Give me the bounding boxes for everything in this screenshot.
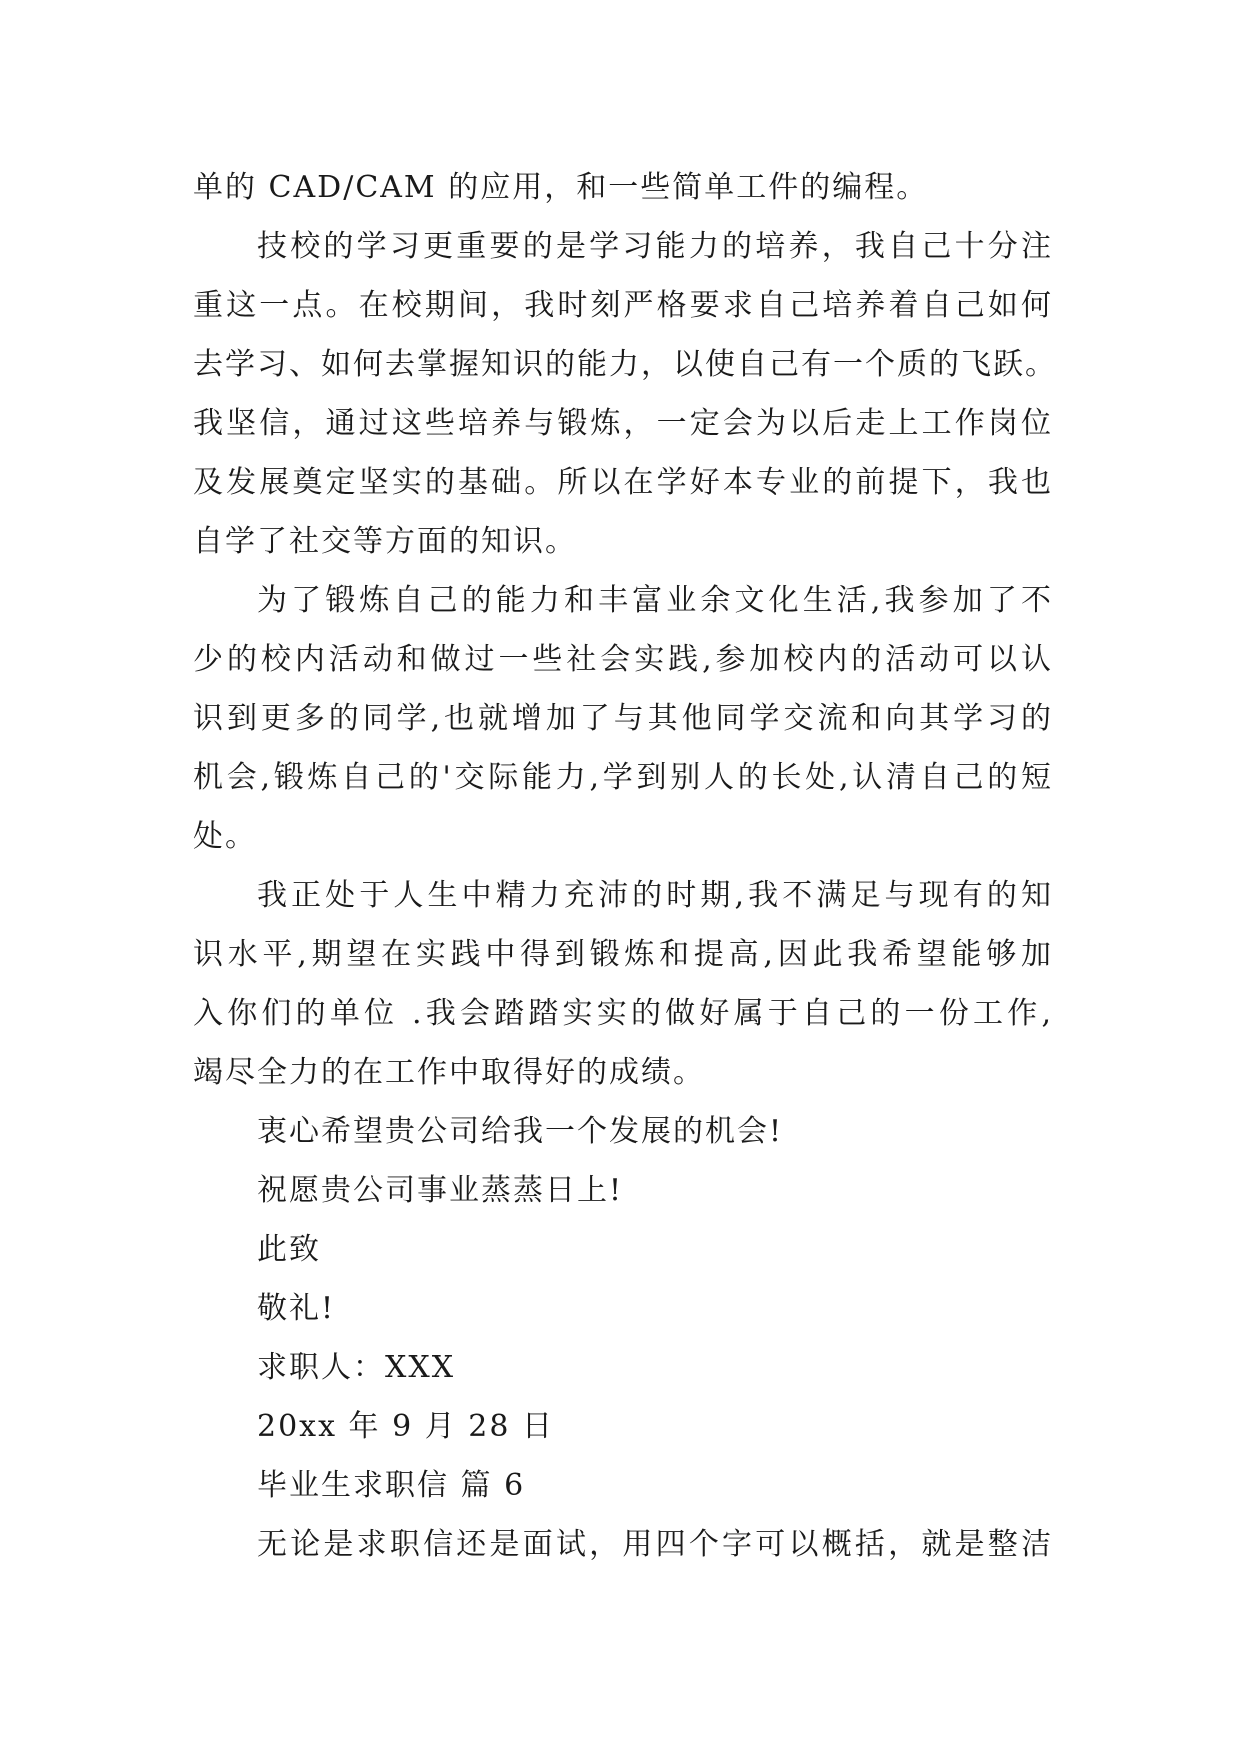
text-line: 少的校内活动和做过一些社会实践,参加校内的活动可以认 <box>193 642 1053 677</box>
text-line: 自学了社交等方面的知识。 <box>193 524 577 559</box>
section-heading: 毕业生求职信 篇 6 <box>257 1468 526 1503</box>
text-line: 入你们的单位 .我会踏踏实实的做好属于自己的一份工作, <box>193 996 1053 1031</box>
text-line: 我正处于人生中精力充沛的时期,我不满足与现有的知 <box>257 878 1053 913</box>
paragraph-aspiration <box>193 866 1053 1102</box>
text-line: 我坚信，通过这些培养与锻炼，一定会为以后走上工作岗位 <box>193 406 1053 441</box>
text-line: 识到更多的同学,也就增加了与其他同学交流和向其学习的 <box>193 701 1053 736</box>
text-line: 技校的学习更重要的是学习能力的培养，我自己十分注 <box>257 229 1053 264</box>
text-line: 识水平,期望在实践中得到锻炼和提高,因此我希望能够加 <box>193 937 1053 972</box>
text-line: 及发展奠定坚实的基础。所以在学好本专业的前提下，我也 <box>193 465 1053 500</box>
closing-regards: 敬礼! <box>257 1291 336 1326</box>
text-line: 单的 CAD/CAM 的应用，和一些简单工件的编程。 <box>193 170 929 205</box>
paragraph-learning-ability <box>193 217 1057 571</box>
letter-body <box>193 158 1057 1574</box>
text-line: 竭尽全力的在工作中取得好的成绩。 <box>193 1055 705 1090</box>
applicant-signature: 求职人：XXX <box>257 1350 456 1385</box>
letter-closing <box>193 1102 1053 1574</box>
paragraph-cad-cam <box>193 158 1053 217</box>
letter-date: 20xx 年 9 月 28 日 <box>257 1409 554 1444</box>
text-line: 为了锻炼自己的能力和丰富业余文化生活,我参加了不 <box>257 583 1053 618</box>
paragraph-activities <box>193 571 1053 866</box>
text-line: 机会,锻炼自己的'交际能力,学到别人的长处,认清自己的短 <box>193 760 1053 795</box>
text-line: 去学习、如何去掌握知识的能力，以使自己有一个质的飞跃。 <box>193 347 1057 382</box>
closing-salutation: 此致 <box>257 1232 321 1267</box>
text-line: 重这一点。在校期间，我时刻严格要求自己培养着自己如何 <box>193 288 1053 323</box>
text-line: 处。 <box>193 819 257 854</box>
text-line: 无论是求职信还是面试，用四个字可以概括，就是整洁 <box>257 1527 1053 1562</box>
closing-wish-opportunity: 衷心希望贵公司给我一个发展的机会! <box>257 1114 784 1149</box>
closing-wish-prosperity: 祝愿贵公司事业蒸蒸日上! <box>257 1173 624 1208</box>
